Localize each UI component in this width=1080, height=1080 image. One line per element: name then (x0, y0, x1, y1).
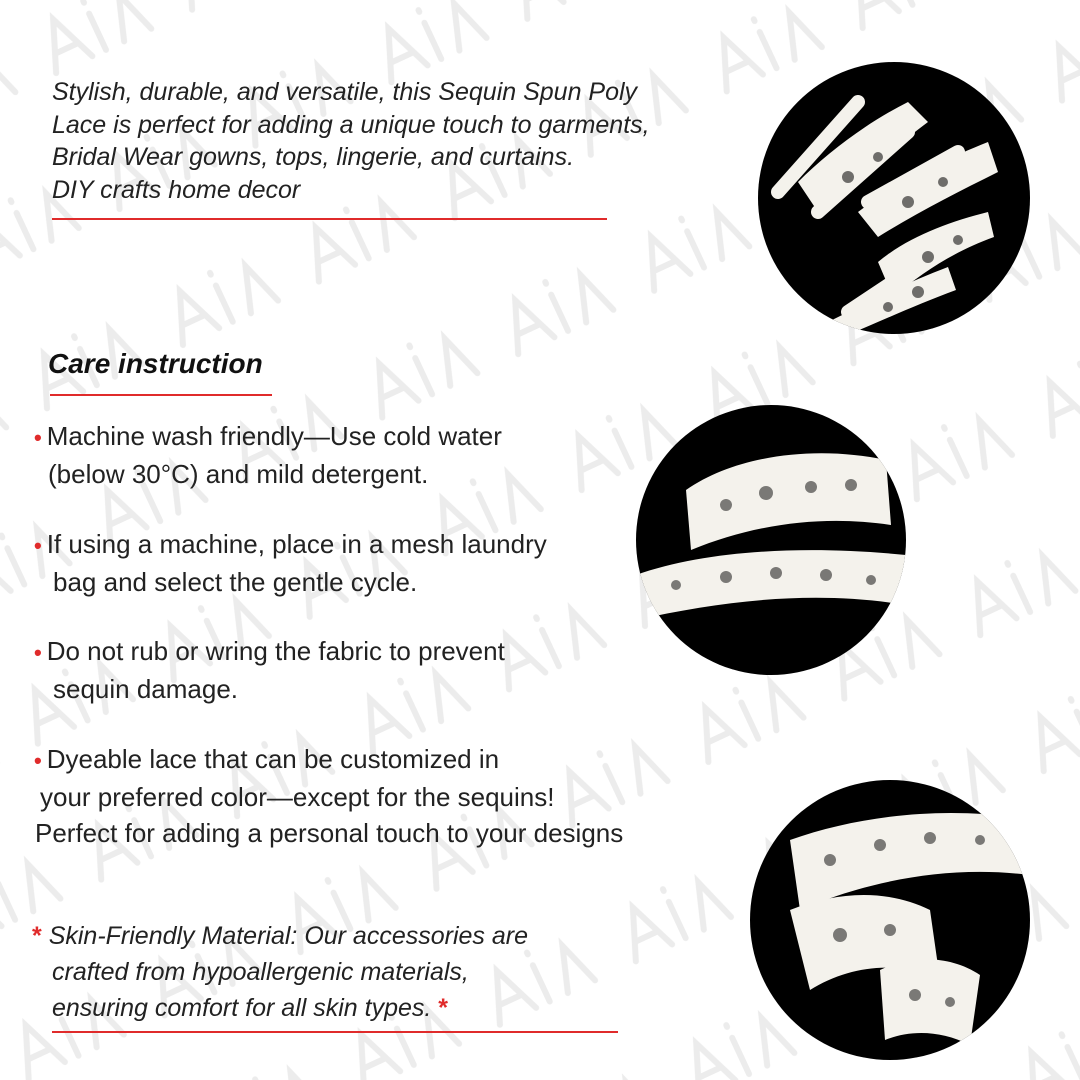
care-item-line: (below 30°C) and mild detergent. (48, 459, 429, 489)
skin-note-line: ensuring comfort for all skin types. (52, 994, 432, 1022)
description-line: DIY crafts home decor (52, 175, 301, 204)
care-item-line: Do not rub or wring the fabric to prevent (46, 636, 505, 666)
care-item-4 (34, 741, 694, 851)
skin-note-divider (52, 1031, 618, 1033)
care-item-2 (34, 526, 694, 600)
bullet-icon: • (34, 533, 42, 558)
bullet-icon: • (34, 425, 42, 450)
care-title-divider (50, 394, 272, 396)
care-item-line: bag and select the gentle cycle. (53, 567, 418, 597)
care-item-1 (34, 418, 694, 492)
description-line: Bridal Wear gowns, tops, lingerie, and curtains. (52, 143, 575, 171)
asterisk-icon: * (32, 922, 42, 950)
lace-photo-icon (758, 62, 1030, 334)
product-description (52, 76, 652, 206)
care-item-line: your preferred color—except for the sequins! (40, 782, 555, 812)
description-divider (52, 218, 607, 220)
care-item-line: If using a machine, place in a mesh laundry (46, 529, 547, 559)
care-item-line: Machine wash friendly—Use cold water (46, 421, 502, 451)
care-item-line: Dyeable lace that can be customized in (46, 744, 500, 774)
lace-roll-photo-icon (636, 405, 906, 675)
skin-note-line: Skin-Friendly Material: Our accessories are (48, 922, 529, 950)
description-line: Lace is perfect for adding a unique touch to garments, (52, 110, 650, 139)
care-item-3 (34, 633, 694, 707)
lace-closeup-photo-icon (750, 780, 1030, 1060)
description-line: Stylish, durable, and versatile, this Sequin Spun Poly (52, 78, 638, 106)
skin-friendly-note (32, 918, 652, 1026)
care-instruction-title: Care instruction (48, 348, 263, 379)
asterisk-icon: * (438, 994, 449, 1022)
care-item-line: Perfect for adding a personal touch to your designs (35, 818, 624, 848)
care-item-line: sequin damage. (53, 674, 239, 704)
skin-note-line: crafted from hypoallergenic materials, (52, 958, 469, 986)
bullet-icon: • (34, 640, 42, 665)
bullet-icon: • (34, 748, 42, 773)
